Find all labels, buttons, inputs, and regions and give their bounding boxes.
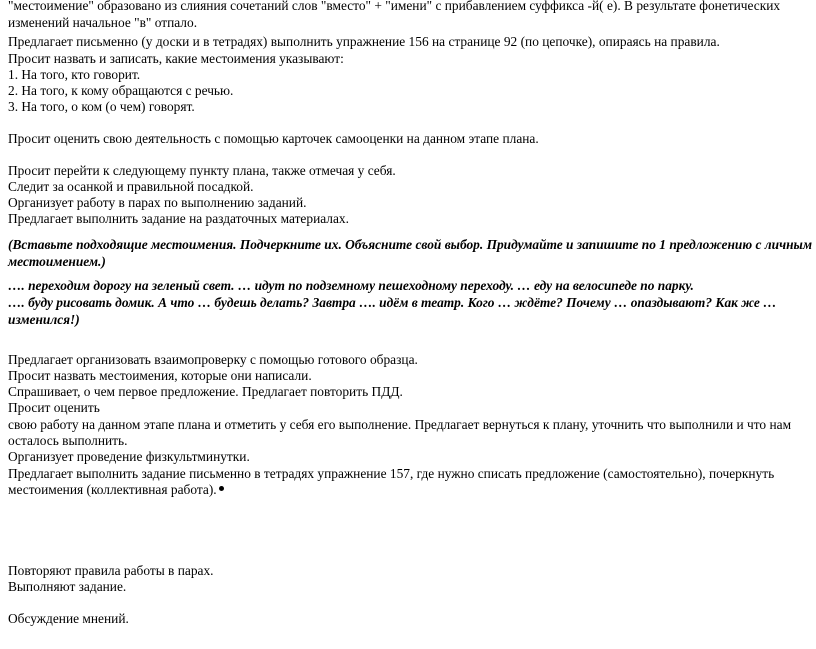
text-line: Предлагает письменно (у доски и в тетрадях) выполнить упражнение 156 на странице 92 (по цепочке), опираясь на правила.	[8, 34, 720, 49]
text-line: "местоимение" образовано из слияния сочетаний слов "вместо" + "имени" с прибавлением суффикса -й( е). В результате фонетических	[8, 0, 781, 13]
text-line: 1. На того, кто говорит.	[8, 67, 141, 82]
text-line: свою работу на данном этапе плана и отметить у себя его выполнение. Предлагает вернуться к плану, уточнить что выполнили и что нам	[8, 417, 792, 432]
text-line	[8, 481, 224, 498]
task-instruction-line: (Вставьте подходящие местоимения. Подчеркните их. Объясните свой выбор. Придумайте и запишите по 1 предложению с личным	[8, 237, 813, 252]
task-instruction-line: местоимением.)	[8, 254, 106, 269]
text-line: Следит за осанкой и правильной посадкой.	[8, 179, 254, 194]
text-line: Организует проведение физкультминутки.	[8, 449, 250, 464]
task-sentence-line: …. буду рисовать домик. А что … будешь делать? Завтра …. идём в театр. Кого … ждёте? Почему … опаздывают? Как же …	[8, 295, 777, 310]
bullet-dot-icon	[219, 486, 224, 491]
text-line: Спрашивает, о чем первое предложение. Предлагает повторить ПДД.	[8, 384, 403, 399]
text-line: Предлагает выполнить задание на раздаточных материалах.	[8, 211, 349, 226]
text-line: Предлагает выполнить задание письменно в тетрадях упражнение 157, где нужно списать предложение (самостоятельно), почеркнуть	[8, 466, 775, 481]
text-line-content: местоимения (коллективная работа).	[8, 482, 217, 497]
text-line: Выполняют задание.	[8, 579, 127, 594]
text-line: изменений начальное "в" отпало.	[8, 15, 198, 30]
text-line: 2. На того, к кому обращаются с речью.	[8, 83, 234, 98]
task-sentence-line: изменился!)	[8, 312, 80, 327]
text-line: Обсуждение мнений.	[8, 611, 129, 626]
task-sentence-line: …. переходим дорогу на зеленый свет. … идут по подземному пешеходному переходу. … еду на велосипеде по парку.	[8, 278, 694, 293]
text-line: Просит оценить	[8, 400, 100, 415]
text-line: Просит перейти к следующему пункту плана, также отмечая у себя.	[8, 163, 396, 178]
text-line: 3. На того, о ком (о чем) говорят.	[8, 99, 195, 114]
text-line: Организует работу в парах по выполнению заданий.	[8, 195, 307, 210]
text-line: Предлагает организовать взаимопроверку с помощью готового образца.	[8, 352, 418, 367]
text-line: Повторяют правила работы в парах.	[8, 563, 214, 578]
text-line: Просит назвать местоимения, которые они написали.	[8, 368, 312, 383]
text-line: осталось выполнить.	[8, 433, 128, 448]
text-line: Просит назвать и записать, какие местоимения указывают:	[8, 51, 344, 66]
text-line: Просит оценить свою деятельность с помощью карточек самооценки на данном этапе плана.	[8, 131, 539, 146]
